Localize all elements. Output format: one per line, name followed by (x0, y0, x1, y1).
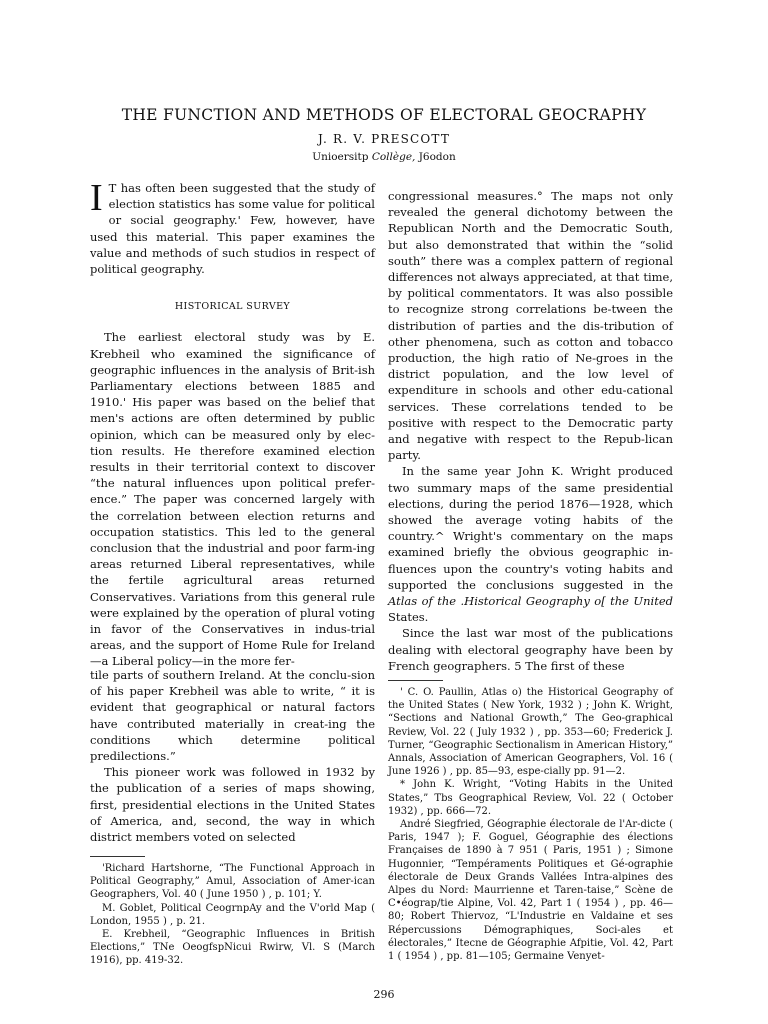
affiliation (0, 151, 768, 163)
left-column-top (90, 177, 375, 670)
left-column-bottom (90, 667, 375, 845)
article-title: THE FUNCTION AND METHODS OF ELECTORAL GEOCRAPHY (121, 106, 647, 124)
footnote: M. Goblet, Political CeogrnpAy and the V'orld Map ( London, 1955 ) , p. 21. (90, 902, 375, 927)
body-paragraph-continued: congressional measures.° The maps not only revealed the general dichotomy between the Republican North and the Democratic South, but also demonstrated that within the “solid south” there was a complex pattern of regional differences not always appreciated, at that time, by political commentators. It was also possible to recognize strong correlations be-tween the distribution of parties and the dis-tribution of other phenomena, such as cotton and tobacco production, the high ratio of Ne-groes in the district population, and the low level of expenditure in schools and other edu-cational services. These correlations tended to be positive with respect to the Democratic party and negative with respect to the Repub-lican party. (388, 189, 673, 463)
footnote: André Siegfried, Géographie électorale de l'Ar-dicte ( Paris, 1947 ); F. Goguel, Géographie des élections Françaises de 1890 à 7 951 ( Paris, 1951 ) ; Simone Hugonnier, “Tempéraments Politiques et Gé-ographie électorale de Deux Grands Vallées Intra-alpines des Alpes du Nord: Maurrienne et Taren-taise,” Scène de C•éograp/tie Alpine, Vol. 42, Part 1 ( 1954 ) , pp. 46—80; Robert Thiervoz, “L'Industrie en Valdaine et ses Répercussions Démographiques, Soci-ales et électorales,” Itecne de Géographie Afpitie, Vol. 42, Part 1 ( 1954 ) , pp. 81—105; Germaine Venyet- (388, 819, 673, 963)
footnote-rule (90, 856, 145, 857)
drop-cap: I (90, 177, 103, 219)
affiliation-rest: J6odon (415, 151, 456, 163)
body-paragraph: The earliest electoral study was by E. Krebheil who examined the significance of geographic influences in the analysis of Brit-ish Parliamentary elections between 1885 and 1910.' His paper was based on the belief that men's actions are often determined by public opinion, which can be measured only by elec-tion results. He therefore examined election results in their territorial context to discover “the natural influences upon political prefer-ence.” The paper was concerned largely with the correlation between election returns and occupation statistics. This led to the general conclusion that the industrial and poor farm-ing areas returned Liberal representatives, while the fertile agricultural areas returned Conservatives. Variations from this general rule were explained by the operation of plural voting in favor of the Conservatives in indus-trial areas, and the support of Home Rule for Ireland—a Liberal policy—in the more fer- (90, 330, 375, 669)
footnotes-left (90, 862, 375, 968)
atlas-title: Atlas of the .Historical Geography o[ the United (388, 594, 673, 609)
body-paragraph: Since the last war most of the publications dealing with electoral geography have been by French geographers. 5 The first of these (388, 626, 673, 673)
footnote: * John K. Wright, “Voting Habits in the United States,” Tbs Geographical Review, Vol. 22 ( October 1932) , pp. 666—72. (388, 779, 673, 817)
body-paragraph: This pioneer work was followed in 1932 by the publication of a series of maps showing, first, presidential elections in the United States of America, and, second, the way in which district members voted on selected (90, 765, 375, 845)
footnotes-right (388, 686, 673, 963)
author-name: J. R. V. PRESCOTT (317, 132, 451, 146)
right-column (388, 188, 673, 674)
intro-paragraph (90, 177, 375, 277)
footnote: E. Krebheil, “Geographic Influences in British Elections,” TNe OeogfspNicui Rwirw, Vl. S (March 1916), pp. 419-32. (90, 929, 375, 967)
footnote-rule (388, 680, 443, 681)
affiliation-italic: Collège, (371, 151, 416, 163)
footnote: ' C. O. Paullin, Atlas o) the Historical Geography of the United States ( New York, 1932 ) ; John K. Wright, “Sections and National Growth,” The Geo-graphical Review, Vol. 22 ( July 1932 ) , pp. 353—60; Frederick J. Turner, “Geographic Sectionalism in American History,” Annals, Association of American Geographers, Vol. 16 ( June 1926 ) , pp. 85—93, espe-cially pp. 91—2. (388, 687, 673, 778)
body-paragraph-continued: tile parts of southern Ireland. At the conclu-sion of his paper Krebheil was able to write, “ it is evident that geographical or natural factors have contributed materially in creat-ing the conditions which determine political predilections.” (90, 668, 375, 764)
intro-text: T has often been suggested that the study of election statistics has some value for political or social geography.' Few, however, have used this material. This paper examines the value and methods of such studios in respect of political geography. (90, 181, 375, 277)
page-number: 296 (373, 988, 395, 1001)
body-paragraph (388, 463, 673, 625)
section-heading: HISTORICAL SURVEY (174, 301, 291, 313)
footnote: 'Richard Hartshorne, “The Functional Approach in Political Geography,” Amul, Association of Amer-ican Geographers, Vol. 40 ( June 1950 ) , p. 101; Y. (90, 863, 375, 901)
affiliation-plain: Unioersitp (312, 151, 372, 163)
paragraph-end: States. (388, 610, 429, 625)
paragraph-text: In the same year John K. Wright produced two summary maps of the same presidential elections, during the period 1876—1928, which showed the average voting habits of the country.^ Wright's commentary on the maps examined briefly the obvious geographic in-fluences upon the country's voting habits and supported the conclusions suggested in the (388, 464, 673, 592)
